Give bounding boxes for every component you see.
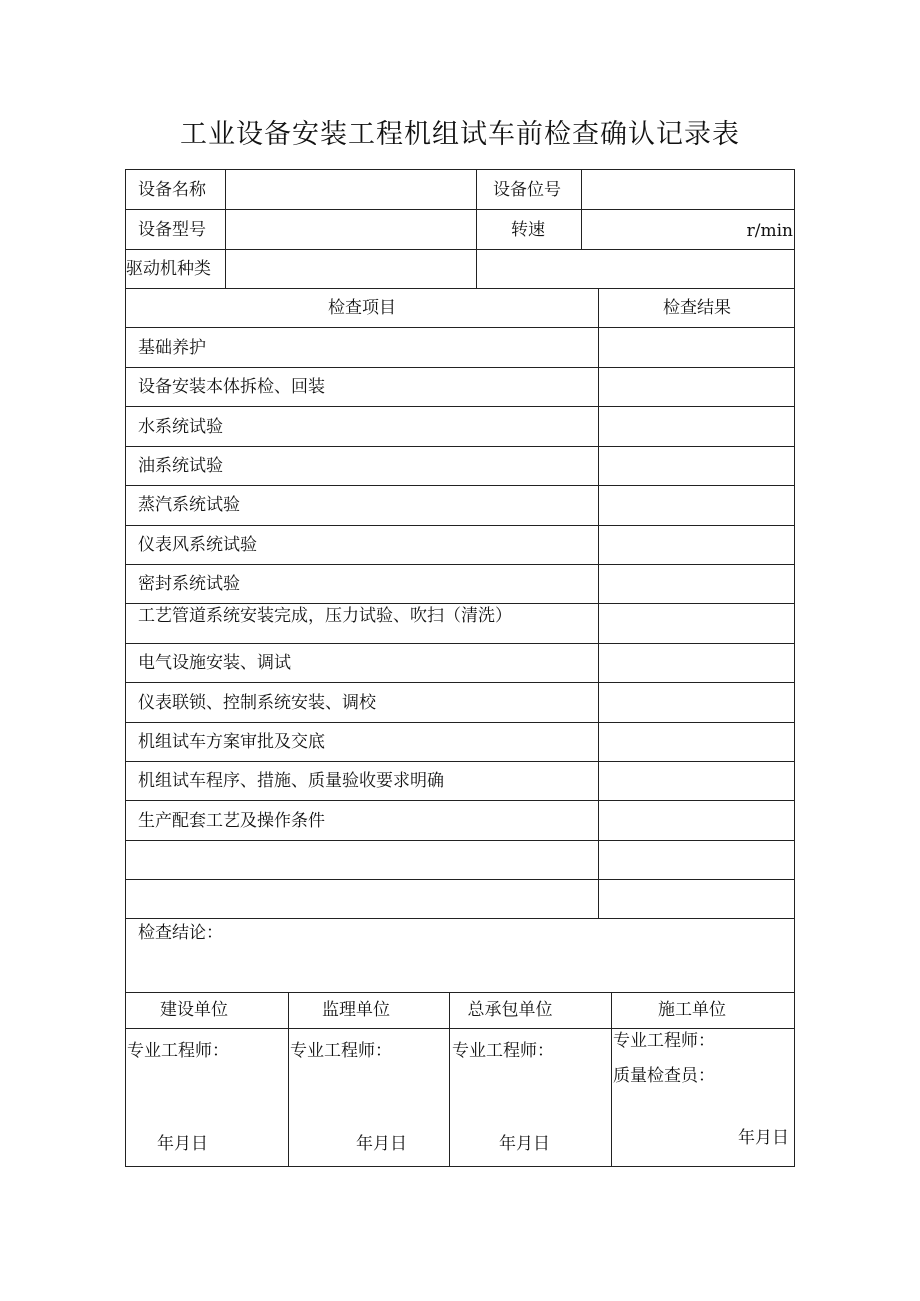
check-item: 机组试车程序、措施、质量验收要求明确 <box>138 771 444 791</box>
conclusion-label: 检查结论： <box>138 923 223 943</box>
check-item-header: 检查项目 <box>328 298 396 318</box>
grid-line <box>125 800 795 801</box>
check-item: 电气设施安装、调试 <box>138 653 291 673</box>
check-item: 水系统试验 <box>138 417 223 437</box>
check-item: 基础养护 <box>138 338 206 358</box>
grid-line <box>125 603 795 604</box>
grid-line <box>125 722 795 723</box>
engineer-label: 专业工程师： <box>452 1041 554 1061</box>
date-label: 年月日 <box>157 1134 208 1154</box>
grid-line <box>581 169 582 250</box>
grid-line <box>225 169 226 289</box>
engineer-label: 专业工程师： <box>290 1041 392 1061</box>
unit-supervision: 监理单位 <box>322 1000 390 1020</box>
check-item: 设备安装本体拆检、回装 <box>138 377 325 397</box>
grid-line <box>125 682 795 683</box>
grid-line <box>125 406 795 407</box>
check-item: 油系统试验 <box>138 456 223 476</box>
check-item: 蒸汽系统试验 <box>138 495 240 515</box>
equipment-model-label: 设备型号 <box>138 220 206 240</box>
grid-line <box>125 446 795 447</box>
grid-line <box>125 485 795 486</box>
page-title: 工业设备安装工程机组试车前检查确认记录表 <box>180 119 740 150</box>
grid-line <box>125 564 795 565</box>
grid-line <box>125 367 795 368</box>
speed-unit: r/min <box>746 221 793 241</box>
check-item: 仪表风系统试验 <box>138 535 257 555</box>
grid-line <box>598 288 599 919</box>
equipment-position-label: 设备位号 <box>493 180 561 200</box>
date-label: 年月日 <box>356 1134 407 1154</box>
check-item: 机组试车方案审批及交底 <box>138 732 325 752</box>
date-label: 年月日 <box>499 1134 550 1154</box>
grid-line <box>125 1028 795 1029</box>
check-item: 仪表联锁、控制系统安装、调校 <box>138 693 376 713</box>
unit-general-contractor: 总承包单位 <box>467 1000 553 1020</box>
grid-line <box>125 327 795 328</box>
grid-line <box>125 992 795 993</box>
inspector-label: 质量检查员： <box>613 1066 715 1086</box>
date-label: 年月日 <box>738 1128 789 1148</box>
grid-line <box>125 840 795 841</box>
check-item: 生产配套工艺及操作条件 <box>138 811 325 831</box>
equipment-name-label: 设备名称 <box>138 180 206 200</box>
unit-construction: 建设单位 <box>160 1000 228 1020</box>
unit-contractor: 施工单位 <box>658 1000 726 1020</box>
check-item: 工艺管道系统安装完成，压力试验、吹扫（清洗） <box>138 606 512 626</box>
engineer-label: 专业工程师： <box>613 1031 715 1051</box>
driver-type-label: 驱动机种类 <box>126 259 211 279</box>
speed-label: 转速 <box>511 220 545 240</box>
grid-line <box>476 169 477 289</box>
check-item: 密封系统试验 <box>138 574 240 594</box>
check-result-header: 检查结果 <box>663 298 731 318</box>
grid-line <box>125 879 795 880</box>
grid-line <box>125 918 795 919</box>
grid-line <box>125 643 795 644</box>
grid-line <box>125 761 795 762</box>
grid-line <box>125 525 795 526</box>
engineer-label: 专业工程师： <box>127 1041 229 1061</box>
